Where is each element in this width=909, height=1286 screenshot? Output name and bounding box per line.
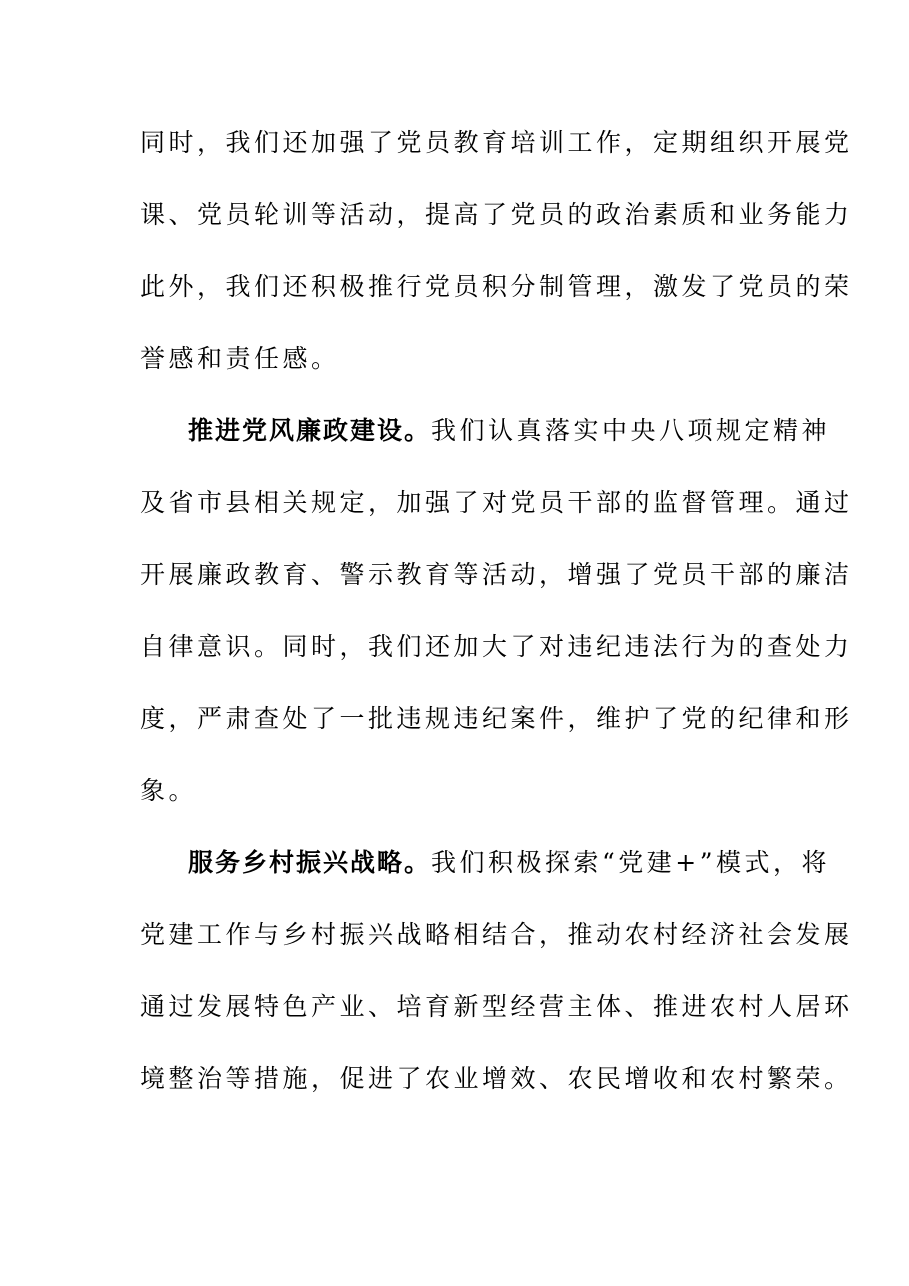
document-body (140, 116, 853, 1124)
paragraph-first-line (140, 404, 831, 476)
text-line: 誉感和责任感。 (140, 344, 340, 373)
text-line: 自律意识。同时，我们还加大了对违纪违法行为的查处力 (140, 632, 853, 661)
paragraph-heading: 服务乡村振兴战略。 (188, 848, 432, 877)
paragraph-heading: 推进党风廉政建设。 (188, 416, 432, 445)
paragraph-party-training (140, 116, 853, 404)
text-line: 同时，我们还加强了党员教育培训工作，定期组织开展党 (140, 128, 853, 157)
text-line: 此外，我们还积极推行党员积分制管理，激发了党员的荣 (140, 272, 853, 301)
text-line: 党建工作与乡村振兴战略相结合，推动农村经济社会发展 (140, 920, 853, 949)
text-line: 通过发展特色产业、培育新型经营主体、推进农村人居环 (140, 992, 853, 1021)
text-line: 及省市县相关规定，加强了对党员干部的监督管理。通过 (140, 488, 853, 517)
text-line: 境整治等措施，促进了农业增效、农民增收和农村繁荣。 (140, 1064, 853, 1093)
text-line: 我们积极探索“党建+”模式，将 (431, 848, 831, 877)
paragraph-integrity (140, 404, 853, 836)
text-line: 我们认真落实中央八项规定精神 (431, 416, 831, 445)
paragraph-first-line (140, 836, 831, 908)
text-line: 开展廉政教育、警示教育等活动，增强了党员干部的廉洁 (140, 560, 853, 589)
text-line: 度，严肃查处了一批违规违纪案件，维护了党的纪律和形 (140, 704, 853, 733)
text-line: 课、党员轮训等活动，提高了党员的政治素质和业务能力 (140, 200, 853, 229)
paragraph-rural-revitalization (140, 836, 853, 1124)
text-line: 象。 (140, 776, 198, 805)
